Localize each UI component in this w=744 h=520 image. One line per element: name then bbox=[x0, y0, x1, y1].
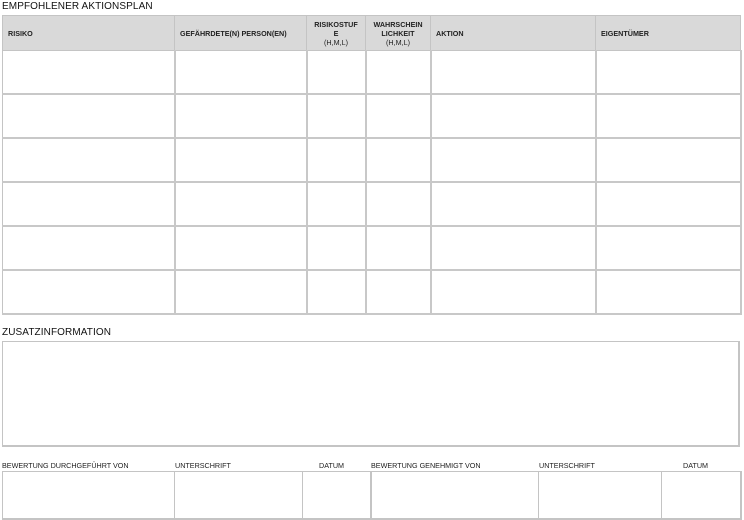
table-row bbox=[3, 270, 741, 314]
action-cell[interactable] bbox=[431, 138, 596, 182]
date-field-2[interactable] bbox=[662, 472, 741, 520]
column-header-likelihood-scale: (H,M,L) bbox=[386, 37, 410, 47]
action-plan-table bbox=[2, 15, 742, 315]
owner-cell[interactable] bbox=[596, 138, 741, 182]
risk-cell[interactable] bbox=[3, 138, 175, 182]
action-cell[interactable] bbox=[431, 270, 596, 314]
table-row bbox=[3, 182, 741, 226]
signoff-table bbox=[2, 471, 742, 520]
column-header-risk-level-scale: (H,M,L) bbox=[324, 37, 348, 47]
table-row bbox=[3, 138, 741, 182]
column-header-risk-level-label: RISIKOSTUF E bbox=[314, 19, 358, 38]
column-header-owner: EIGENTÜMER bbox=[596, 16, 741, 51]
action-cell[interactable] bbox=[431, 226, 596, 270]
likelihood-cell[interactable] bbox=[366, 226, 431, 270]
persons-cell[interactable] bbox=[175, 226, 307, 270]
additional-info-title: ZUSATZINFORMATION bbox=[2, 327, 112, 338]
signature-label-2: UNTERSCHRIFT bbox=[539, 461, 595, 470]
likelihood-cell[interactable] bbox=[366, 51, 431, 95]
date-label-2: DATUM bbox=[683, 461, 709, 470]
risk-level-cell[interactable] bbox=[307, 94, 366, 138]
column-header-likelihood-label: WAHRSCHEIN LICHKEIT bbox=[373, 19, 423, 38]
signoff-row bbox=[3, 472, 741, 520]
likelihood-cell[interactable] bbox=[366, 138, 431, 182]
assessed-by-field[interactable] bbox=[3, 472, 175, 520]
column-header-likelihood bbox=[366, 16, 431, 51]
column-header-risk: RISIKO bbox=[3, 16, 175, 51]
action-plan-title: EMPFOHLENER AKTIONSPLAN bbox=[2, 1, 153, 12]
column-header-persons: GEFÄHRDETE(N) PERSON(EN) bbox=[175, 16, 307, 51]
table-row bbox=[3, 94, 741, 138]
action-cell[interactable] bbox=[431, 51, 596, 95]
persons-cell[interactable] bbox=[175, 270, 307, 314]
risk-cell[interactable] bbox=[3, 270, 175, 314]
additional-info-field[interactable] bbox=[2, 341, 740, 447]
risk-level-cell[interactable] bbox=[307, 182, 366, 226]
signature-field-1[interactable] bbox=[175, 472, 303, 520]
risk-cell[interactable] bbox=[3, 226, 175, 270]
persons-cell[interactable] bbox=[175, 182, 307, 226]
persons-cell[interactable] bbox=[175, 138, 307, 182]
action-cell[interactable] bbox=[431, 94, 596, 138]
likelihood-cell[interactable] bbox=[366, 182, 431, 226]
risk-cell[interactable] bbox=[3, 182, 175, 226]
persons-cell[interactable] bbox=[175, 51, 307, 95]
risk-cell[interactable] bbox=[3, 51, 175, 95]
risk-level-cell[interactable] bbox=[307, 226, 366, 270]
risk-level-cell[interactable] bbox=[307, 270, 366, 314]
persons-cell[interactable] bbox=[175, 94, 307, 138]
risk-level-cell[interactable] bbox=[307, 138, 366, 182]
risk-level-cell[interactable] bbox=[307, 51, 366, 95]
date-label-1: DATUM bbox=[319, 461, 345, 470]
likelihood-cell[interactable] bbox=[366, 94, 431, 138]
likelihood-cell[interactable] bbox=[366, 270, 431, 314]
owner-cell[interactable] bbox=[596, 51, 741, 95]
table-row bbox=[3, 51, 741, 95]
column-header-risk-level bbox=[307, 16, 366, 51]
assessed-by-label: BEWERTUNG DURCHGEFÜHRT VON bbox=[2, 461, 129, 470]
date-field-1[interactable] bbox=[303, 472, 371, 520]
approved-by-label: BEWERTUNG GENEHMIGT VON bbox=[371, 461, 481, 470]
approved-by-field[interactable] bbox=[371, 472, 539, 520]
table-row bbox=[3, 226, 741, 270]
signature-label-1: UNTERSCHRIFT bbox=[175, 461, 231, 470]
action-cell[interactable] bbox=[431, 182, 596, 226]
column-header-action: AKTION bbox=[431, 16, 596, 51]
signature-field-2[interactable] bbox=[539, 472, 662, 520]
risk-cell[interactable] bbox=[3, 94, 175, 138]
owner-cell[interactable] bbox=[596, 270, 741, 314]
owner-cell[interactable] bbox=[596, 94, 741, 138]
owner-cell[interactable] bbox=[596, 226, 741, 270]
owner-cell[interactable] bbox=[596, 182, 741, 226]
action-plan-header-row bbox=[3, 16, 741, 51]
